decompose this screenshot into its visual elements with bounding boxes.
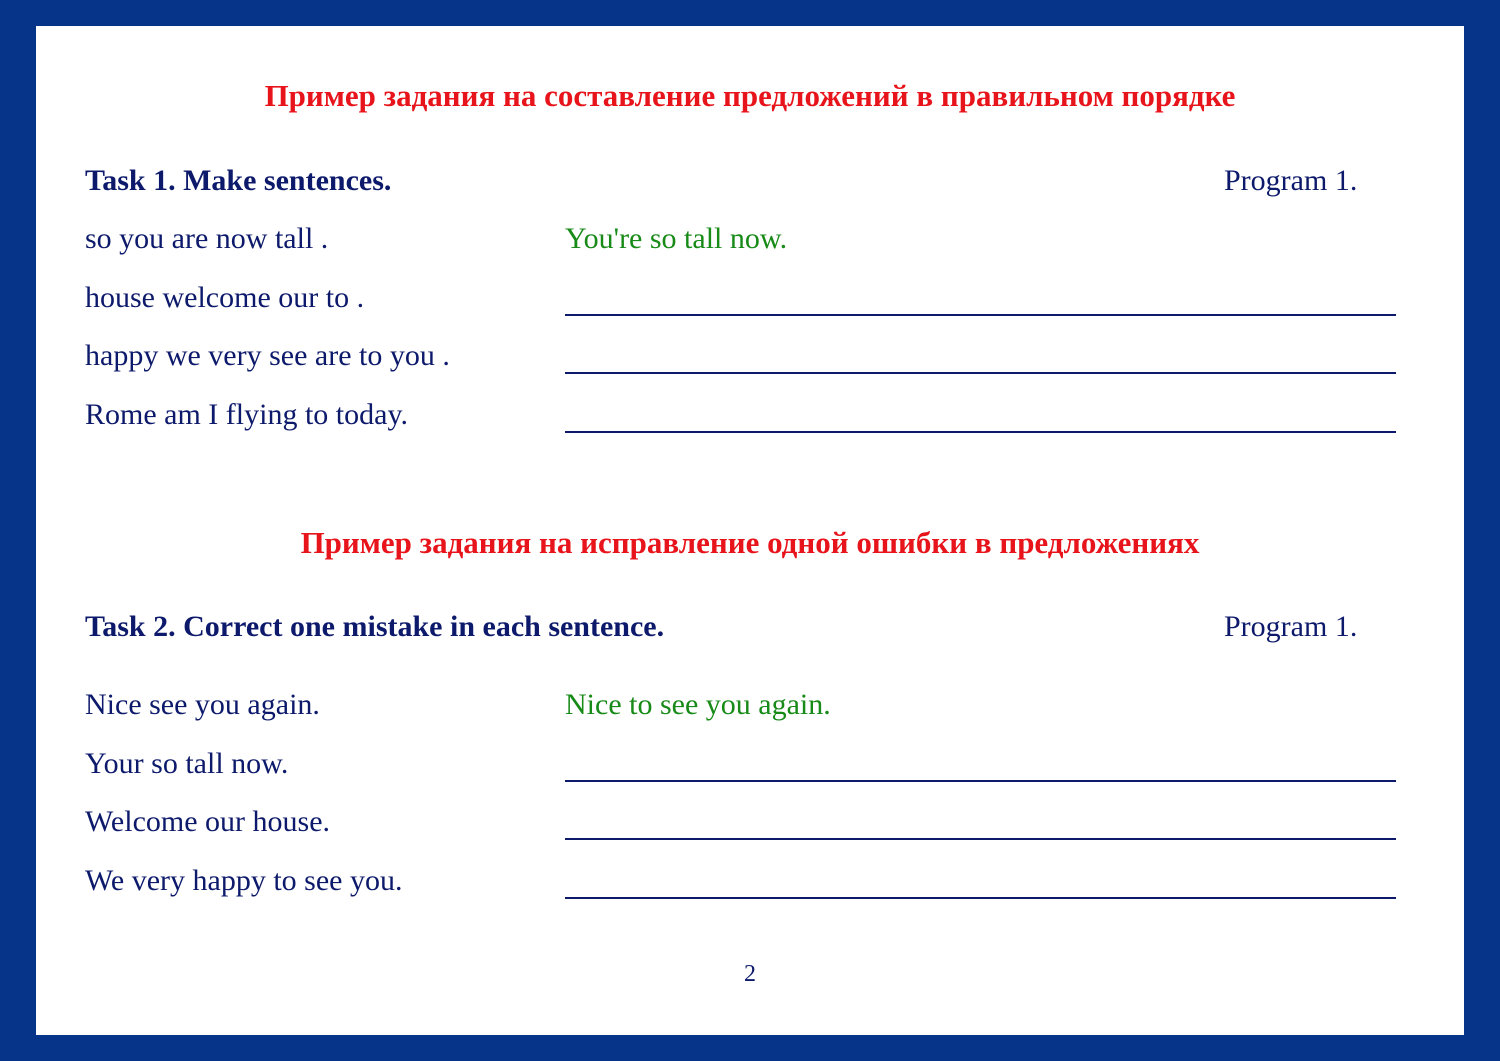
worksheet-page	[36, 26, 1464, 1035]
section1-heading: Пример задания на составление предложений в правильном порядке	[264, 78, 1236, 113]
task1-answer-1: You're so tall now.	[565, 222, 788, 255]
task2-prompt-4: We very happy to see you.	[85, 864, 403, 897]
task1-prompt-1: so you are now tall .	[85, 222, 329, 255]
task1-answer-line-4[interactable]	[565, 431, 1396, 433]
task2-answer-1: Nice to see you again.	[565, 688, 831, 721]
task1-answer-line-2[interactable]	[565, 314, 1396, 316]
task1-answer-line-3[interactable]	[565, 372, 1396, 374]
task2-program: Program 1.	[1224, 610, 1358, 643]
task1-prompt-2: house welcome our to .	[85, 281, 365, 314]
task1-title: Task 1. Make sentences.	[85, 164, 392, 197]
task2-answer-line-2[interactable]	[565, 780, 1396, 782]
task2-answer-line-4[interactable]	[565, 897, 1396, 899]
task2-prompt-2: Your so tall now.	[85, 747, 289, 780]
section2-heading: Пример задания на исправление одной ошибки в предложениях	[300, 525, 1200, 560]
task1-program: Program 1.	[1224, 164, 1358, 197]
task2-prompt-1: Nice see you again.	[85, 688, 320, 721]
task2-prompt-3: Welcome our house.	[85, 805, 331, 838]
task2-answer-line-3[interactable]	[565, 838, 1396, 840]
task1-prompt-3: happy we very see are to you .	[85, 339, 450, 372]
task2-title: Task 2. Correct one mistake in each sentence.	[85, 610, 665, 643]
task1-prompt-4: Rome am I flying to today.	[85, 398, 408, 431]
page-number: 2	[744, 961, 756, 987]
